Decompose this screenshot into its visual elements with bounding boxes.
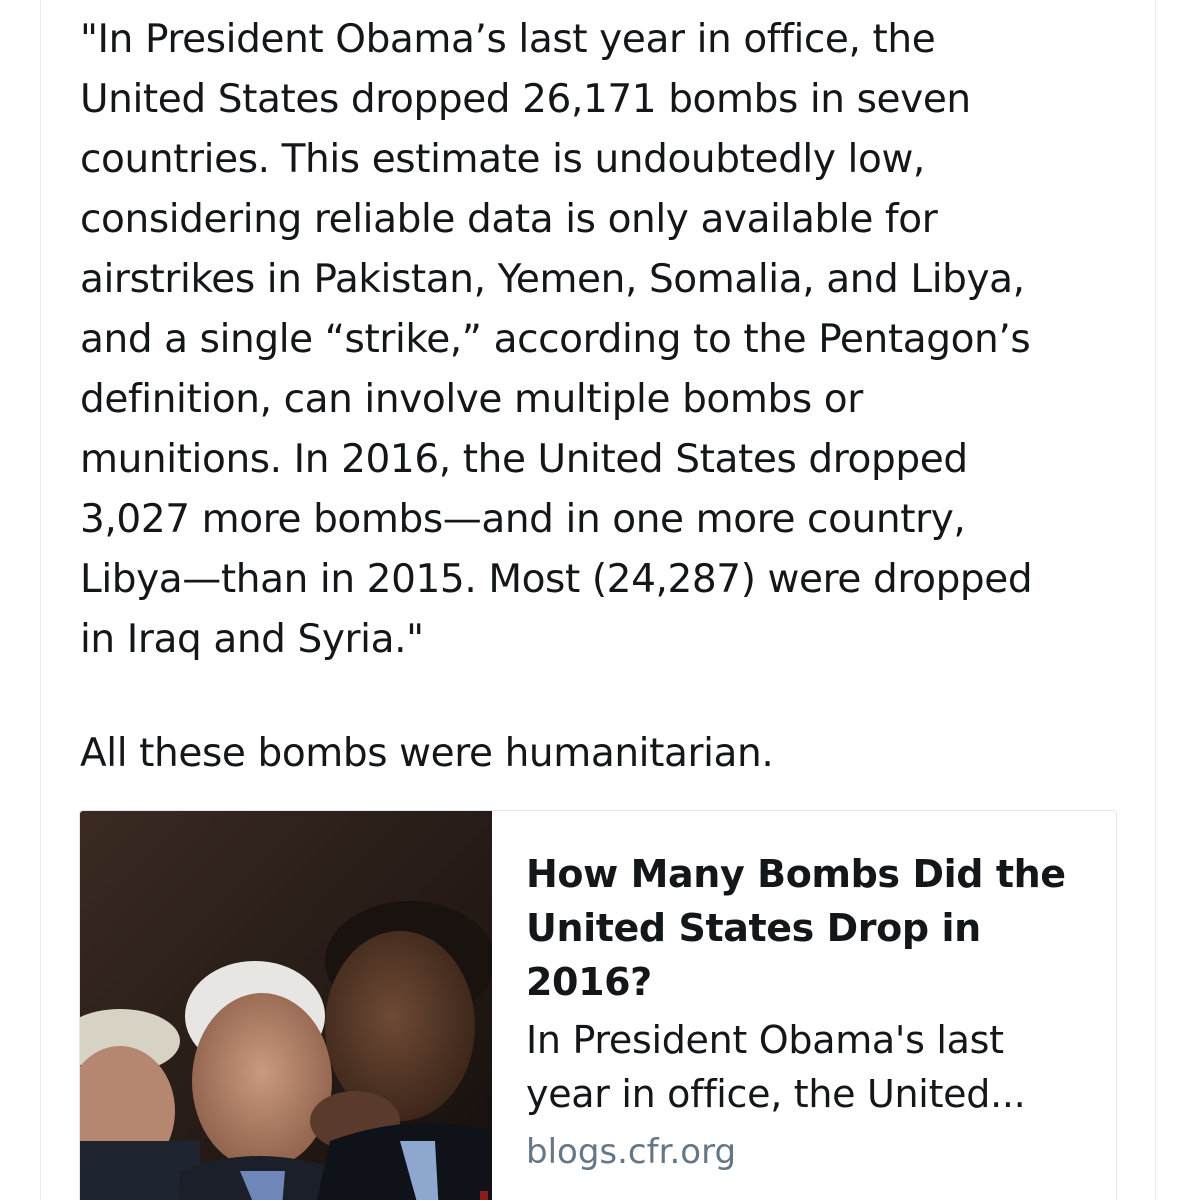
link-card-image[interactable] — [80, 811, 492, 1200]
tweet-comment-text: All these bombs were humanitarian. — [80, 731, 774, 776]
link-card-body[interactable] — [526, 847, 1086, 1175]
link-card-title[interactable]: How Many Bombs Did the United States Drop in 2016? — [526, 852, 1066, 1004]
tweet-quote-text: "In President Obama’s last year in office, the United States dropped 26,171 bombs in seven countries. This estimate is undoubtedly low, considering reliable data is only available for airstrikes in Pakistan, Yemen, Somalia, and Libya, and a single “strike,” according to the Pentagon’s definition, can involve multiple bombs or munitions. In 2016, the United States dropped 3,027 more bombs—and in one more country, Libya—than in 2015. Most (24,287) were dropped in Iraq and Syria." — [80, 17, 1033, 662]
news-photo-icon — [80, 811, 492, 1200]
link-card-description: In President Obama's last year in office, the United... — [526, 1018, 1026, 1116]
link-card-domain: blogs.cfr.org — [526, 1132, 737, 1172]
link-preview-card[interactable] — [79, 810, 1117, 1200]
